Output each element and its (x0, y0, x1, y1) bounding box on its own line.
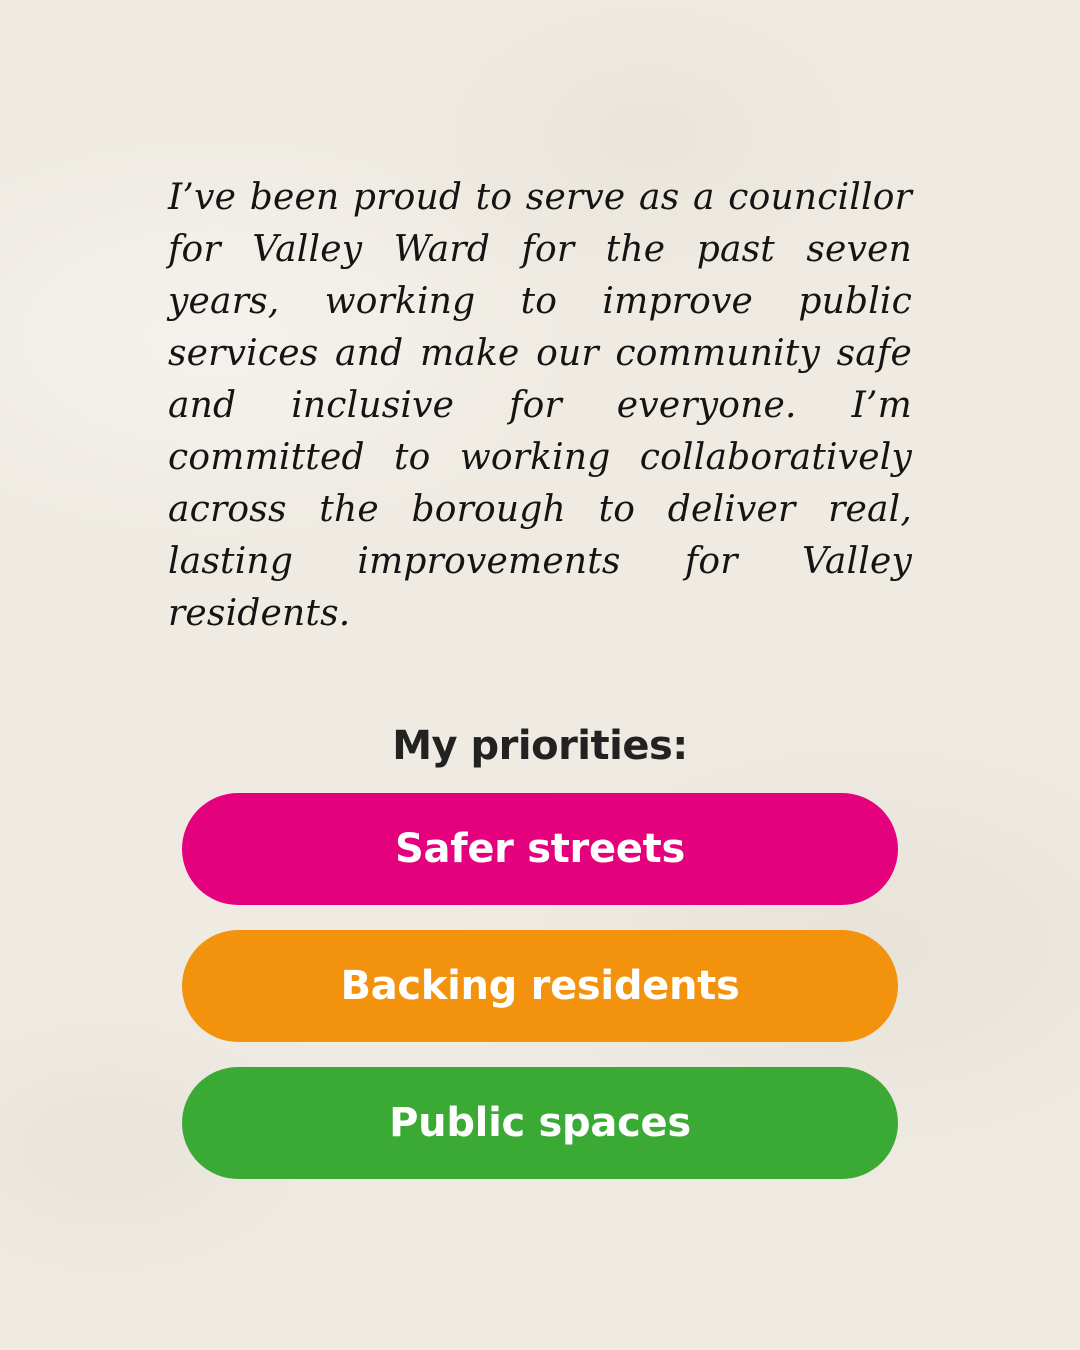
priority-label: Public spaces (389, 1100, 691, 1146)
priority-pill-safer-streets (182, 793, 898, 905)
priority-label: Backing residents (340, 963, 740, 1009)
priority-label: Safer streets (395, 826, 685, 872)
priority-pill-public-spaces (182, 1067, 898, 1179)
priorities-heading: My priorities: (392, 723, 688, 769)
bio-paragraph: I’ve been proud to serve as a councillor for Valley Ward for the past seven years, working to improve public services and make our community safe and inclusive for everyone. I’m committed to working collaboratively across the borough to deliver real, lasting improvements for Valley residents. (168, 177, 912, 634)
priority-pill-backing-residents (182, 930, 898, 1042)
